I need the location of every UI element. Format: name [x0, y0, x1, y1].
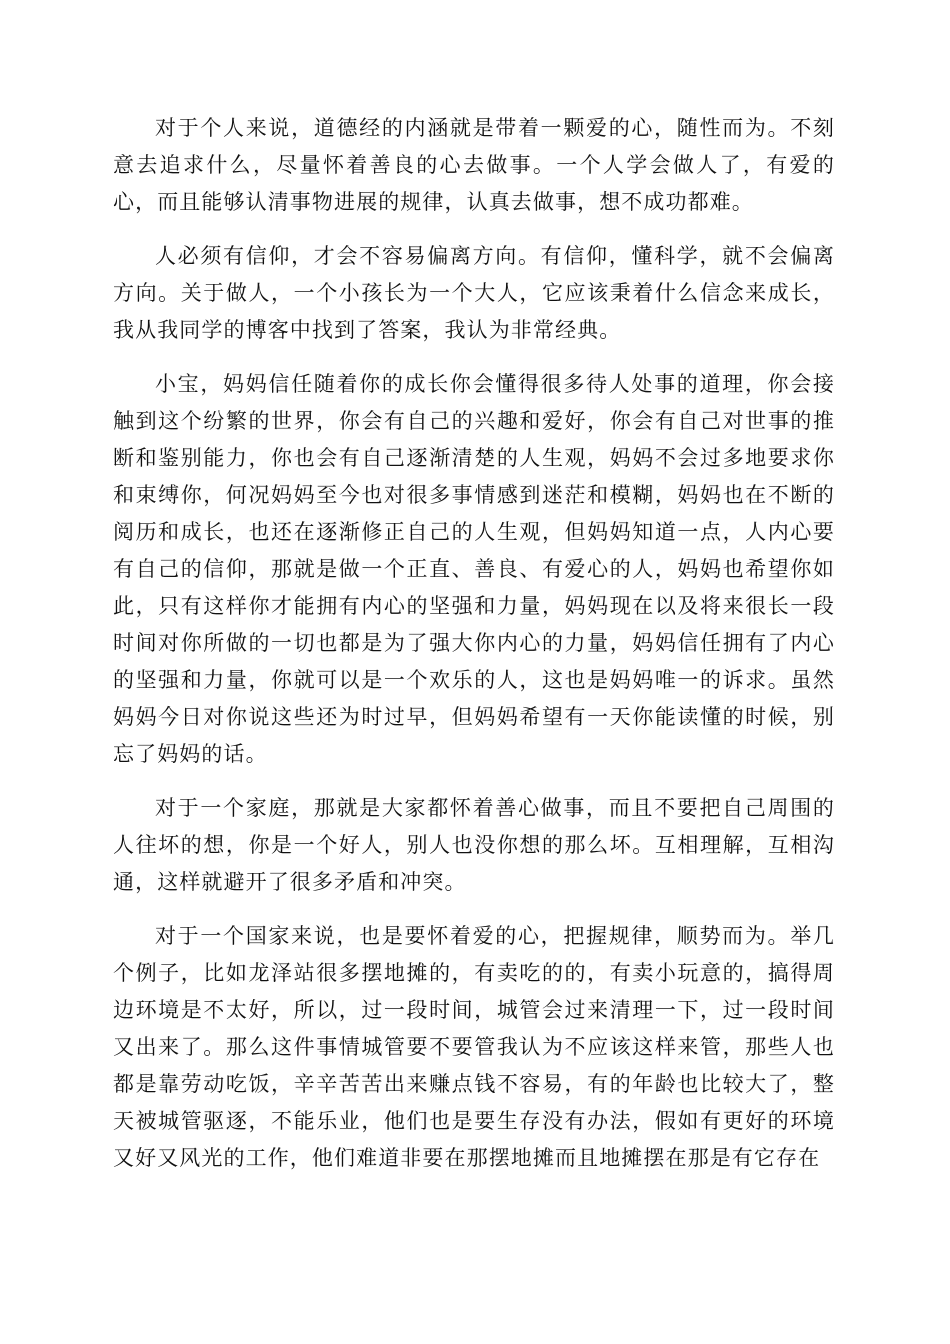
- paragraph-personal-morality: 对于个人来说，道德经的内涵就是带着一颗爱的心，随性而为。不刻意去追求什么，尽量怀着善良的心去做事。一个人学会做人了，有爱的心，而且能够认清事物进展的规律，认真去做事，想不成功都难。: [113, 116, 835, 214]
- document-body: [113, 110, 835, 1194]
- paragraph-country: 对于一个国家来说，也是要怀着爱的心，把握规律，顺势而为。举几个例子，比如龙泽站很多摆地摊的，有卖吃的的，有卖小玩意的，搞得周边环境是不太好，所以，过一段时间，城管会过来清理一下，过一段时间又出来了。那么这件事情城管要不要管我认为不应该这样来管，那些人也都是靠劳动吃饭，辛辛苦苦出来赚点钱不容易，有的年龄也比较大了，整天被城管驱逐，不能乐业，他们也是要生存没有办法，假如有更好的环境又好又风光的工作，他们难道非要在那摆地摊而且地摊摆在那是有它存在: [113, 924, 835, 1170]
- paragraph-faith: 人必须有信仰，才会不容易偏离方向。有信仰，懂科学，就不会偏离方向。关于做人，一个小孩长为一个大人，它应该秉着什么信念来成长，我从我同学的博客中找到了答案，我认为非常经典。: [113, 244, 835, 342]
- paragraph-letter-to-child: 小宝，妈妈信任随着你的成长你会懂得很多待人处事的道理，你会接触到这个纷繁的世界，你会有自己的兴趣和爱好，你会有自己对世事的推断和鉴别能力，你也会有自己逐渐清楚的人生观，妈妈不会过多地要求你和束缚你，何况妈妈至今也对很多事情感到迷茫和模糊，妈妈也在不断的阅历和成长，也还在逐渐修正自己的人生观，但妈妈知道一点，人内心要有自己的信仰，那就是做一个正直、善良、有爱心的人，妈妈也希望你如此，只有这样你才能拥有内心的坚强和力量，妈妈现在以及将来很长一段时间对你所做的一切也都是为了强大你内心的力量，妈妈信任拥有了内心的坚强和力量，你就可以是一个欢乐的人，这也是妈妈唯一的诉求。虽然妈妈今日对你说这些还为时过早，但妈妈希望有一天你能读懂的时候，别忘了妈妈的话。: [113, 372, 835, 766]
- paragraph-family: 对于一个家庭，那就是大家都怀着善心做事，而且不要把自己周围的人往坏的想，你是一个好人，别人也没你想的那么坏。互相理解，互相沟通，这样就避开了很多矛盾和冲突。: [113, 796, 835, 894]
